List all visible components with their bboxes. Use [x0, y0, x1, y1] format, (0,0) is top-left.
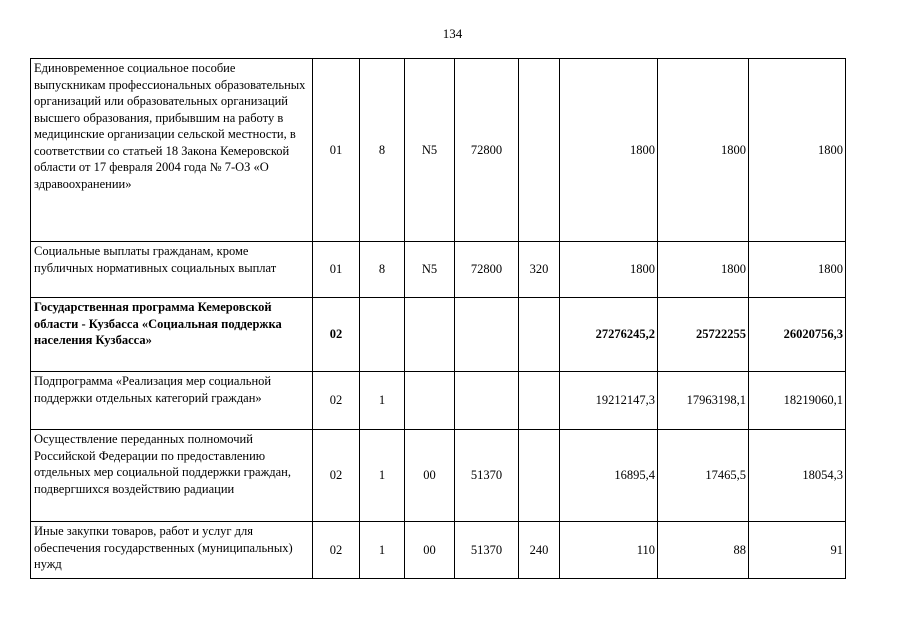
expense-type	[519, 372, 560, 430]
subprogram-code: 8	[360, 59, 405, 242]
expense-type	[519, 59, 560, 242]
amount-year-1: 19212147,3	[560, 372, 658, 430]
row-name: Осуществление переданных полномочий Российской Федерации по предоставлению отдельных мер социальной поддержки граждан, подвергшихся воздействию радиации	[31, 430, 313, 522]
page-number: 134	[442, 26, 463, 41]
row-name: Государственная программа Кемеровской области - Кузбасса «Социальная поддержка населения Кузбасса»	[31, 298, 313, 372]
amount-year-3: 1800	[749, 242, 846, 298]
row-name: Иные закупки товаров, работ и услуг для обеспечения государственных (муниципальных) нужд	[31, 522, 313, 579]
subprogram-code: 1	[360, 522, 405, 579]
budget-table	[30, 58, 846, 579]
row-name: Единовременное социальное пособие выпускникам профессиональных образовательных организаций или образовательных организаций высшего образования, прибывшим на работу в медицинские организации сельской местности, в соответствии со статьей 18 Закона Кемеровской области от 17 февраля 2004 года № 7-ОЗ «О здравоохранении»	[31, 59, 313, 242]
program-code: 02	[313, 372, 360, 430]
amount-year-3: 18219060,1	[749, 372, 846, 430]
amount-year-1: 1800	[560, 242, 658, 298]
amount-year-2: 17963198,1	[658, 372, 749, 430]
expense-code: 51370	[455, 522, 519, 579]
amount-year-1: 27276245,2	[560, 298, 658, 372]
table-row	[31, 298, 846, 372]
expense-code	[455, 298, 519, 372]
amount-year-1: 1800	[560, 59, 658, 242]
amount-year-3: 18054,3	[749, 430, 846, 522]
program-code: 02	[313, 298, 360, 372]
amount-year-2: 17465,5	[658, 430, 749, 522]
expense-code: 72800	[455, 59, 519, 242]
program-code: 01	[313, 242, 360, 298]
subprogram-code	[360, 298, 405, 372]
direction-code	[405, 372, 455, 430]
amount-year-3: 1800	[749, 59, 846, 242]
amount-year-2: 1800	[658, 59, 749, 242]
direction-code: 00	[405, 430, 455, 522]
subprogram-code: 8	[360, 242, 405, 298]
table-row	[31, 522, 846, 579]
program-code: 01	[313, 59, 360, 242]
subprogram-code: 1	[360, 430, 405, 522]
row-name: Социальные выплаты гражданам, кроме публичных нормативных социальных выплат	[31, 242, 313, 298]
expense-code: 72800	[455, 242, 519, 298]
table-row	[31, 59, 846, 242]
table-row	[31, 372, 846, 430]
row-name: Подпрограмма «Реализация мер социальной поддержки отдельных категорий граждан»	[31, 372, 313, 430]
table-row	[31, 430, 846, 522]
direction-code: 00	[405, 522, 455, 579]
subprogram-code: 1	[360, 372, 405, 430]
amount-year-1: 110	[560, 522, 658, 579]
direction-code: N5	[405, 59, 455, 242]
amount-year-2: 88	[658, 522, 749, 579]
expense-type: 320	[519, 242, 560, 298]
program-code: 02	[313, 430, 360, 522]
amount-year-3: 91	[749, 522, 846, 579]
expense-type	[519, 298, 560, 372]
direction-code: N5	[405, 242, 455, 298]
amount-year-1: 16895,4	[560, 430, 658, 522]
amount-year-2: 25722255	[658, 298, 749, 372]
table-row	[31, 242, 846, 298]
amount-year-3: 26020756,3	[749, 298, 846, 372]
amount-year-2: 1800	[658, 242, 749, 298]
program-code: 02	[313, 522, 360, 579]
direction-code	[405, 298, 455, 372]
expense-type: 240	[519, 522, 560, 579]
expense-code: 51370	[455, 430, 519, 522]
expense-type	[519, 430, 560, 522]
expense-code	[455, 372, 519, 430]
